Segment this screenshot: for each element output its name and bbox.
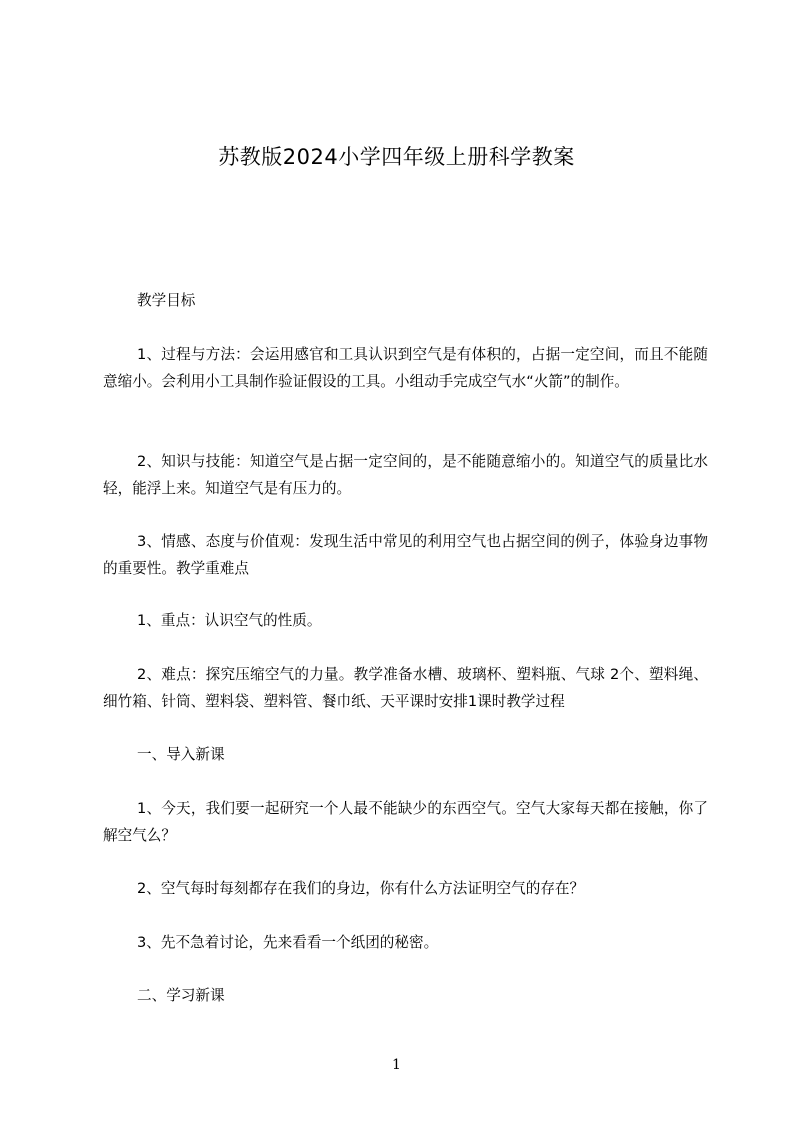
page-number: 1: [392, 1057, 401, 1073]
section-heading-new-lesson: 二、学习新课: [137, 987, 225, 1004]
section-heading-objectives: 教学目标: [137, 292, 196, 309]
paragraph-intro-3: 3、先不急着讨论，先来看看一个纸团的秘密。: [137, 934, 439, 951]
document-title: 苏教版2024小学四年级上册科学教案: [218, 145, 575, 169]
paragraph-attitude-values: 3、情感、态度与价值观：发现生活中常见的利用空气也占据空间的例子，体验身边事物的重要性。教学重难点: [103, 533, 708, 577]
paragraph-knowledge-skills: 2、知识与技能：知道空气是占据一定空间的，是不能随意缩小的。知道空气的质量比水轻，能浮上来。知道空气是有压力的。: [103, 453, 708, 497]
section-heading-introduction: 一、导入新课: [137, 746, 225, 763]
paragraph-process-methods: 1、过程与方法：会运用感官和工具认识到空气是有体积的，占据一定空间，而且不能随意缩小。会利用小工具制作验证假设的工具。小组动手完成空气水“火箭”的制作。: [103, 346, 708, 390]
paragraph-key-point: 1、重点：认识空气的性质。: [137, 612, 322, 629]
paragraph-difficulty-preparation: 2、难点：探究压缩空气的力量。教学准备水槽、玻璃杯、塑料瓶、气球 2个、塑料绳、细竹箱、针筒、塑料袋、塑料管、餐巾纸、天平课时安排1课时教学过程: [103, 666, 708, 710]
paragraph-intro-1: 1、今天，我们要一起研究一个人最不能缺少的东西空气。空气大家每天都在接触，你了解空气么？: [103, 800, 708, 844]
paragraph-intro-2: 2、空气每时每刻都存在我们的身边，你有什么方法证明空气的存在？: [137, 880, 585, 897]
